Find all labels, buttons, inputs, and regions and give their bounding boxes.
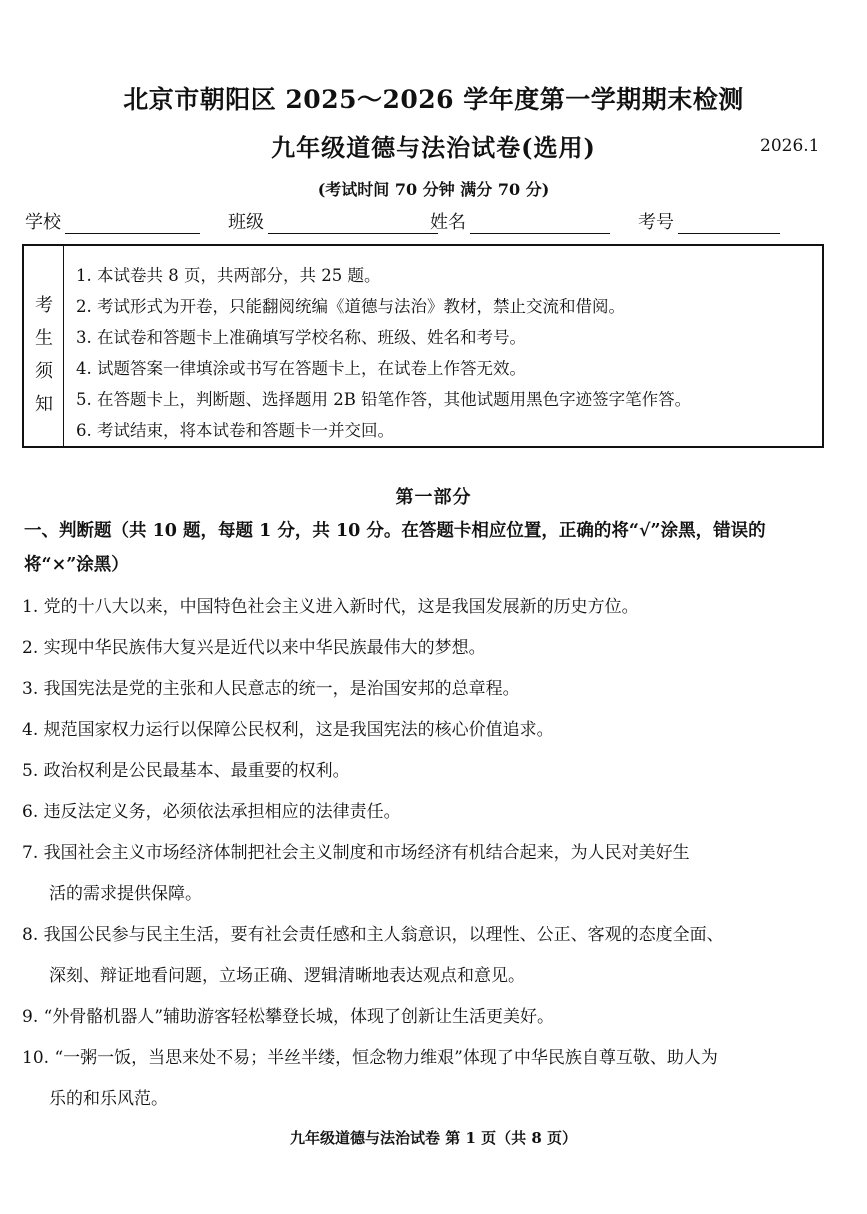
question-number: 4. — [22, 720, 39, 740]
candidate-notice-box — [22, 244, 824, 448]
question-text: 我国公民参与民主生活，要有社会责任感和主人翁意识，以理性、公正、客观的态度全面、 — [43, 925, 724, 945]
exam-number-field — [638, 208, 780, 234]
notice-heading — [24, 246, 64, 446]
question-text: 违反法定义务，必须依法承担相应的法律责任。 — [43, 802, 401, 822]
question-item — [22, 710, 832, 751]
notice-item: 6. 考试结束，将本试卷和答题卡一并交回。 — [76, 421, 394, 440]
exam-time-score: (考试时间 70 分钟 满分 70 分) — [317, 180, 550, 199]
exam-date: 2026.1 — [760, 136, 820, 156]
exam-subtitle: 九年级道德与法治试卷(选用) — [271, 133, 596, 162]
question-item — [22, 587, 832, 628]
notice-item: 1. 本试卷共 8 页，共两部分，共 25 题。 — [76, 266, 381, 285]
notice-heading-char: 考 — [35, 295, 53, 316]
class-label: 班级 — [228, 212, 264, 233]
question-item — [22, 997, 832, 1038]
question-item — [22, 669, 832, 710]
notice-item: 4. 试题答案一律填涂或书写在答题卡上，在试卷上作答无效。 — [76, 359, 526, 378]
class-blank — [268, 211, 438, 234]
question-item — [22, 628, 832, 669]
question-text: 我国宪法是党的主张和人民意志的统一，是治国安邦的总章程。 — [43, 679, 520, 699]
notice-heading-char: 知 — [35, 394, 53, 415]
question-text: 实现中华民族伟大复兴是近代以来中华民族最伟大的梦想。 — [43, 638, 486, 658]
question-item — [22, 1038, 832, 1120]
notice-item: 5. 在答题卡上，判断题、选择题用 2B 铅笔作答，其他试题用黑色字迹签字笔作答。 — [76, 390, 692, 409]
question-number: 8. — [22, 925, 39, 945]
school-blank — [65, 211, 200, 234]
notice-heading-char: 须 — [35, 361, 53, 382]
question-number: 9. — [22, 1007, 39, 1027]
question-item — [22, 915, 832, 997]
class-field — [228, 208, 438, 234]
question-number: 6. — [22, 802, 39, 822]
question-number: 7. — [22, 843, 39, 863]
question-text-continued: 活的需求提供保障。 — [49, 884, 202, 904]
school-field — [25, 208, 200, 234]
question-text: 我国社会主义市场经济体制把社会主义制度和市场经济有机结合起来，为人民对美好生 — [43, 843, 690, 863]
student-info-fields — [25, 208, 825, 236]
name-field — [430, 208, 610, 234]
name-blank — [470, 211, 610, 234]
question-text-continued: 乐的和乐风范。 — [49, 1089, 168, 1109]
question-text: 政治权利是公民最基本、最重要的权利。 — [43, 761, 350, 781]
question-text: “外骨骼机器人”辅助游客轻松攀登长城，体现了创新让生活更美好。 — [43, 1007, 555, 1027]
part-title: 第一部分 — [395, 487, 472, 508]
name-label: 姓名 — [430, 212, 466, 233]
question-number: 3. — [22, 679, 39, 699]
exam-title: 北京市朝阳区 2025～2026 学年度第一学期期末检测 — [123, 85, 744, 114]
question-item — [22, 792, 832, 833]
page-footer: 九年级道德与法治试卷 第 1 页（共 8 页） — [290, 1129, 577, 1147]
question-number: 10. — [22, 1048, 50, 1068]
question-text: 规范国家权力运行以保障公民权利，这是我国宪法的核心价值追求。 — [43, 720, 554, 740]
question-number: 5. — [22, 761, 39, 781]
notice-item: 2. 考试形式为开卷，只能翻阅统编《道德与法治》教材，禁止交流和借阅。 — [76, 297, 625, 316]
notice-list — [76, 260, 816, 446]
section-header: 一、判断题（共 10 题，每题 1 分，共 10 分。在答题卡相应位置，正确的将“√”涂黑，错误的将“×”涂黑） — [24, 521, 766, 575]
question-number: 1. — [22, 597, 39, 617]
question-text: “一粥一饭，当思来处不易；半丝半缕，恒念物力维艰”体现了中华民族自尊互敬、助人为 — [54, 1048, 718, 1068]
exam-number-label: 考号 — [638, 212, 674, 233]
question-item — [22, 833, 832, 915]
question-number: 2. — [22, 638, 39, 658]
question-text: 党的十八大以来，中国特色社会主义进入新时代，这是我国发展新的历史方位。 — [43, 597, 639, 617]
notice-item: 3. 在试卷和答题卡上准确填写学校名称、班级、姓名和考号。 — [76, 328, 526, 347]
question-list — [22, 587, 832, 1120]
notice-heading-char: 生 — [35, 328, 53, 349]
question-text-continued: 深刻、辩证地看问题，立场正确、逻辑清晰地表达观点和意见。 — [49, 966, 525, 986]
school-label: 学校 — [25, 212, 61, 233]
question-item — [22, 751, 832, 792]
exam-number-blank — [678, 211, 780, 234]
